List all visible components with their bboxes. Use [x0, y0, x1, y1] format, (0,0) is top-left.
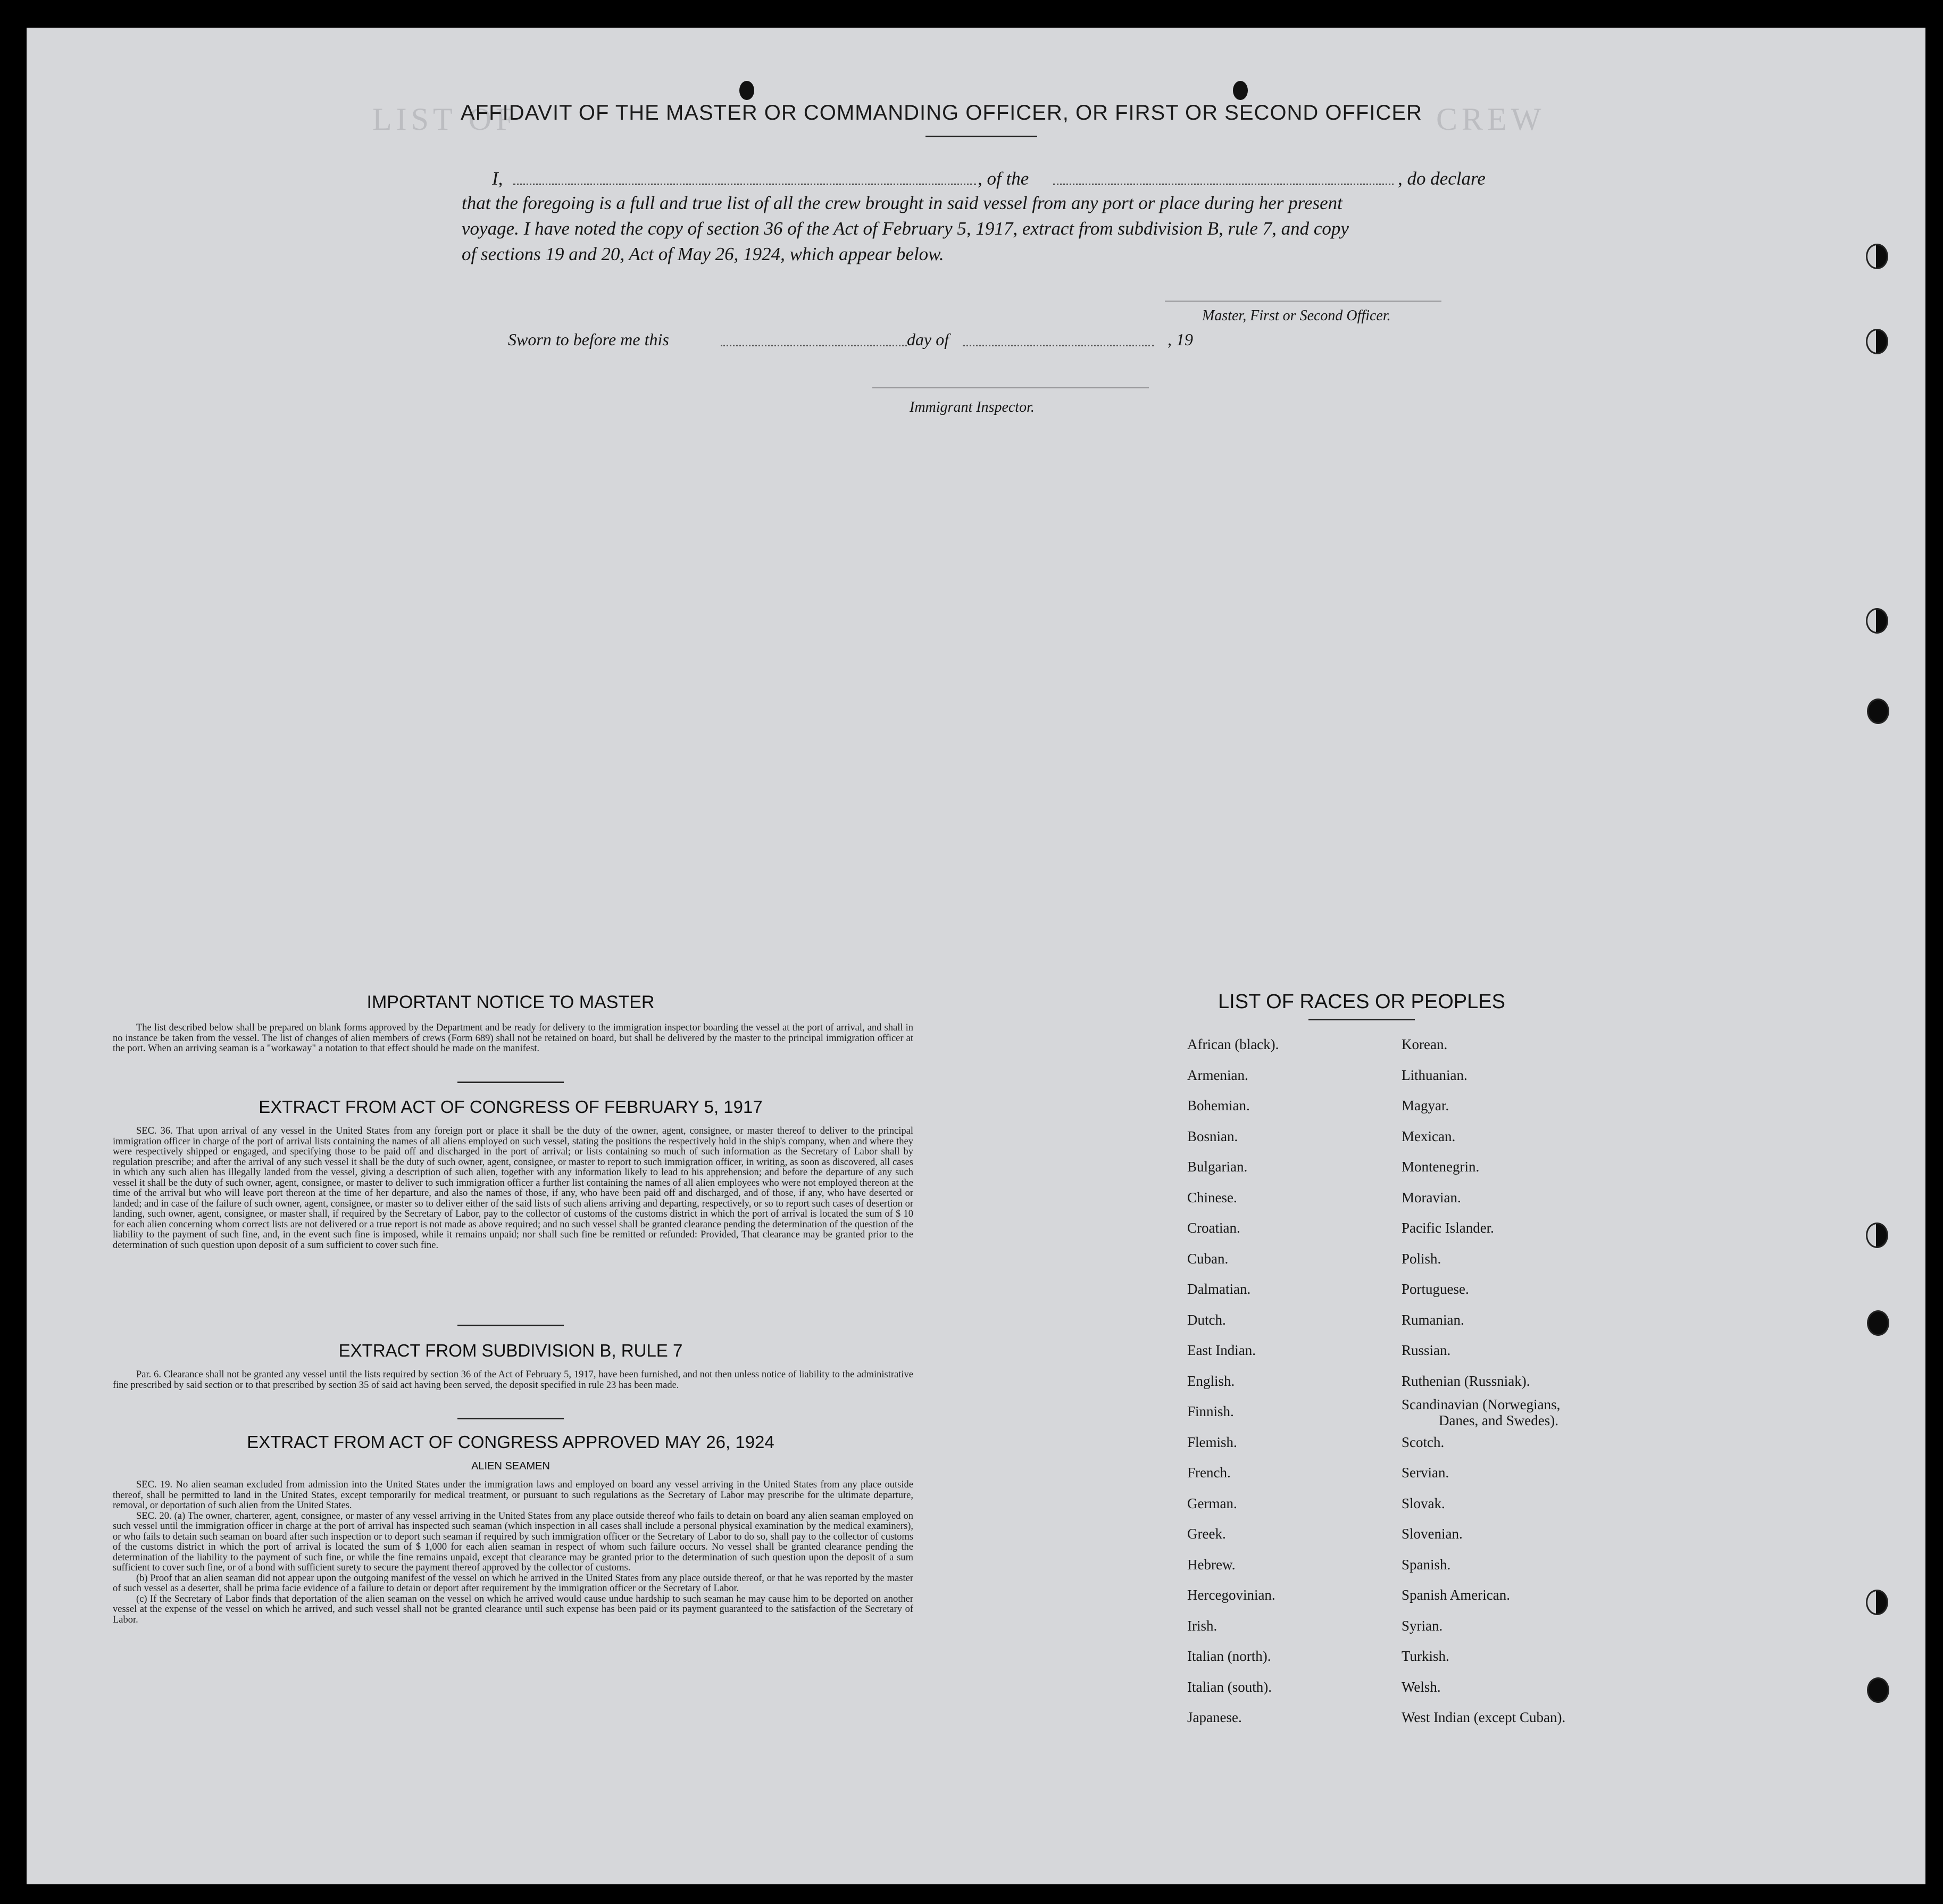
- race-item: Bohemian.: [1187, 1097, 1250, 1113]
- affidavit-line-4: of sections 19 and 20, Act of May 26, 1924, which appear below.: [462, 244, 944, 264]
- punch-hole-icon: [1867, 1310, 1889, 1336]
- race-item: Ruthenian (Russniak).: [1402, 1373, 1530, 1389]
- punch-hole-icon: [1866, 244, 1888, 269]
- rule-7-paragraph: Par. 6. Clearance shall not be granted any vessel until the lists required by section 36 of the Act of February 5, 1917, have been furnished, and not then unless notice of liability to the administrative fine prescribed by said section or to that prescribed by section 35 of said act having been served, the deposit specified in rule 23 has been made.: [113, 1369, 913, 1391]
- rule-7-text: [113, 1370, 913, 1391]
- race-item: Turkish.: [1402, 1648, 1449, 1664]
- race-item: Greek.: [1187, 1526, 1226, 1542]
- race-item: Armenian.: [1187, 1067, 1248, 1083]
- race-item: Slovenian.: [1402, 1526, 1463, 1542]
- race-item: Hebrew.: [1187, 1556, 1236, 1573]
- affidavit-line-3: voyage. I have noted the copy of section 36 of the Act of February 5, 1917, extract from subdivision B, rule 7, and copy: [462, 218, 1349, 239]
- inspector-signature-label: Immigrant Inspector.: [910, 399, 1035, 415]
- race-item: Flemish.: [1187, 1434, 1237, 1450]
- race-item: Spanish American.: [1402, 1587, 1510, 1603]
- race-item: Bulgarian.: [1187, 1159, 1248, 1175]
- punch-hole-icon: [1233, 81, 1248, 100]
- sworn-label: Sworn to before me this: [508, 330, 669, 349]
- section-20b-paragraph: (b) Proof that an alien seaman did not appear upon the outgoing manifest of the vessel on which he arrived in the United States from any place outside thereof, or that he was reported by the master of such vessel as a deserter, shall be prima facie evidence of a failure to detain or deport after requirement by the immigration officer or the Secretary of Labor.: [113, 1573, 913, 1594]
- section-rule: [457, 1082, 564, 1083]
- extract-1917-text: [113, 1126, 913, 1251]
- race-item: Dalmatian.: [1187, 1281, 1251, 1297]
- punch-hole-icon: [1866, 329, 1888, 354]
- race-item: Polish.: [1402, 1250, 1441, 1267]
- section-19-paragraph: SEC. 19. No alien seaman excluded from admission into the United States under the immigration laws and employed on board any vessel arriving in the United States from any place outside thereof, shall be permitted to land in the United States, except temporarily for medical treatment, or pursuant to such regulations as the Secretary of Labor may prescribe for the ultimate departure, removal, or deportation of such alien from the United States.: [113, 1479, 913, 1511]
- races-title: LIST OF RACES OR PEOPLES: [1218, 991, 1505, 1013]
- race-item: Japanese.: [1187, 1709, 1242, 1725]
- notice-title: IMPORTANT NOTICE TO MASTER: [366, 992, 655, 1012]
- race-item: Russian.: [1402, 1342, 1451, 1358]
- race-item-line: Danes, and Swedes).: [1439, 1412, 1558, 1428]
- section-20a-paragraph: SEC. 20. (a) The owner, charterer, agent, consignee, or master of any vessel arriving in the United States from any place outside thereof who fails to detain on board any alien seaman employed on such vessel until the immigration officer in charge at the port of arrival has inspected such seaman (which inspection in all cases shall include a personal physical examination by the medical examiners), or who fails to detain such seaman on board after such inspection or to deport such seaman if required by such immigration officer or the Secretary of Labor to do so, shall pay to the collector of customs of the customs district in which the port of arrival is located the sum of $ 1,000 for each alien seaman in respect of whom such failure occurs. No vessel shall be granted clearance pending the determination of the liability to the payment of such fine, or while the fine remains unpaid, except that clearance may be granted prior to the determination of such question upon the deposit of a sum sufficient to cover such fine, or of a bond with sufficient surety to secure the payment thereof approved by the collector of customs.: [113, 1510, 913, 1573]
- punch-hole-icon: [1866, 1223, 1888, 1248]
- punch-hole-icon: [1867, 1677, 1889, 1703]
- race-item: Welsh.: [1402, 1678, 1441, 1695]
- race-item: Dutch.: [1187, 1311, 1226, 1328]
- race-item: Cuban.: [1187, 1250, 1229, 1267]
- race-item: English.: [1187, 1373, 1235, 1389]
- race-item: Moravian.: [1402, 1189, 1461, 1205]
- sworn-day-blank[interactable]: [721, 345, 907, 346]
- race-item: Finnish.: [1187, 1403, 1234, 1419]
- day-of-label: day of: [907, 330, 949, 349]
- races-right-column: [1402, 1029, 1565, 1733]
- inspector-signature-line[interactable]: [872, 387, 1149, 388]
- affidavit-line-2: that the foregoing is a full and true list of all the crew brought in said vessel from any port or place during her present: [462, 193, 1342, 213]
- affidavit-of-the: , of the: [978, 168, 1029, 189]
- race-item: Chinese.: [1187, 1189, 1237, 1205]
- race-item: Croatian.: [1187, 1220, 1240, 1236]
- race-item: Slovak.: [1402, 1495, 1445, 1511]
- race-item: German.: [1187, 1495, 1237, 1511]
- year-label: , 19: [1168, 330, 1193, 349]
- races-left-column: [1187, 1029, 1279, 1733]
- bleed-through-text: LIST OF: [372, 102, 518, 137]
- affidavit-title: AFFIDAVIT OF THE MASTER OR COMMANDING OFFICER, OR FIRST OR SECOND OFFICER: [461, 101, 1422, 124]
- race-item: Montenegrin.: [1402, 1159, 1480, 1175]
- race-item: Mexican.: [1402, 1128, 1456, 1144]
- bleed-through-text: CREW: [1436, 102, 1546, 137]
- master-signature-label: Master, First or Second Officer.: [1202, 307, 1391, 324]
- race-item: Irish.: [1187, 1617, 1217, 1634]
- race-item: African (black).: [1187, 1036, 1279, 1052]
- punch-hole-icon: [1866, 1590, 1888, 1615]
- race-item: Hercegovinian.: [1187, 1587, 1275, 1603]
- race-item: [1402, 1396, 1565, 1427]
- punch-hole-icon: [1866, 608, 1888, 634]
- race-item: Italian (south).: [1187, 1678, 1272, 1695]
- affidavit-i: I,: [492, 168, 503, 189]
- notice-text: [113, 1023, 913, 1054]
- extract-1924-title: EXTRACT FROM ACT OF CONGRESS APPROVED MAY 26, 1924: [247, 1432, 774, 1452]
- race-item: West Indian (except Cuban).: [1402, 1709, 1566, 1725]
- extract-1924-text: [113, 1480, 913, 1625]
- race-item-line: Scandinavian (Norwegians,: [1402, 1396, 1561, 1412]
- race-item: Syrian.: [1402, 1617, 1443, 1634]
- section-20c-paragraph: (c) If the Secretary of Labor finds that deportation of the alien seaman on the vessel on which he arrived would cause undue hardship to such seaman he may cause him to be deported on another vessel at the expense of the vessel on which he arrived, and such vessel shall not be granted clearance until such expense has been paid or its payment guaranteed to the satisfaction of the Secretary of Labor.: [113, 1593, 913, 1625]
- title-rule: [925, 136, 1037, 137]
- race-item: Pacific Islander.: [1402, 1220, 1494, 1236]
- section-36-paragraph: SEC. 36. That upon arrival of any vessel in the United States from any foreign port or place it shall be the duty of the owner, agent, consignee, or master thereof to deliver to the principal immigration officer in charge of the port of arrival lists containing the names of all aliens employed on such vessel, stating the positions the respectively hold in the ship's company, when and where they were respectively shipped or engaged, and specifying those to be paid off and discharged in the port of arrival; or lists containing so much of such information as the Secretary of Labor shall by regulation prescribe; and after the arrival of any such vessel it shall be the duty of such owner, agent, consignee, or master to report to such immigration officer, in writing, as soon as discovered, all cases in which any such alien has illegally landed from the vessel, giving a description of such alien, together with any information likely to lead to his apprehension; and before the departure of any such vessel it shall be the duty of such owner, agent, consignee, or master to deliver to such immigration officer a further list containing the names of all alien employees who were not employed thereon at the time of the arrival but who will leave port thereon at the time of her departure, and also the names of those, if any, who have been paid off and discharged, and of those, if any, who have deserted or landed; and in case of the failure of such owner, agent, consignee, or master so to deliver either of the said lists of such aliens arriving and departing, respectively, or so to report such cases of desertion or landing, such owner, agent, consignee, or master shall, if required by the Secretary of Labor, pay to the collector of customs of the customs district in which the port of arrival is located the sum of $ 10 for each alien concerning whom correct lists are not delivered or a true report is not made as above required; and no such vessel shall be granted clearance pending the determination of the question of the liability to the payment of such fine, and, in the event such fine is imposed, while it remains unpaid; nor shall such fine be remitted or refunded: Provided, That clearance may be granted prior to the determination of such question upon deposit of a sum sufficient to cover such fine.: [113, 1126, 913, 1251]
- race-item: Lithuanian.: [1402, 1067, 1467, 1083]
- race-item: Magyar.: [1402, 1097, 1449, 1113]
- alien-seamen-subtitle: ALIEN SEAMEN: [471, 1460, 550, 1472]
- race-item: Bosnian.: [1187, 1128, 1238, 1144]
- notice-paragraph: The list described below shall be prepared on blank forms approved by the Department and be ready for delivery to the immigration inspector boarding the vessel at the port of arrival, and shall in no instance be taken from the vessel. The list of changes of alien members of crews (Form 689) shall not be retained on board, but shall be delivered by the master to the principal immigration officer at the port. When an arriving seaman is a "workaway" a notation to that effect should be made on the manifest.: [113, 1022, 913, 1054]
- name-blank[interactable]: [513, 184, 976, 185]
- punch-hole-icon: [1867, 699, 1889, 724]
- race-item: Korean.: [1402, 1036, 1448, 1052]
- race-item: Italian (north).: [1187, 1648, 1271, 1664]
- punch-hole-icon: [739, 81, 754, 100]
- race-item: Rumanian.: [1402, 1311, 1464, 1328]
- master-signature-line[interactable]: [1165, 301, 1441, 302]
- vessel-blank[interactable]: [1053, 184, 1394, 185]
- races-title-rule: [1308, 1019, 1415, 1020]
- race-item: East Indian.: [1187, 1342, 1256, 1358]
- race-item: Servian.: [1402, 1465, 1449, 1481]
- extract-1917-title: EXTRACT FROM ACT OF CONGRESS OF FEBRUARY 5, 1917: [258, 1097, 763, 1117]
- race-item: French.: [1187, 1465, 1231, 1481]
- affidavit-declare: , do declare: [1398, 168, 1486, 189]
- sworn-month-blank[interactable]: [963, 345, 1154, 346]
- rule-7-title: EXTRACT FROM SUBDIVISION B, RULE 7: [338, 1341, 683, 1360]
- race-item: Portuguese.: [1402, 1281, 1469, 1297]
- section-rule: [457, 1325, 564, 1326]
- race-item: Spanish.: [1402, 1556, 1451, 1573]
- race-item: Scotch.: [1402, 1434, 1445, 1450]
- section-rule: [457, 1418, 564, 1419]
